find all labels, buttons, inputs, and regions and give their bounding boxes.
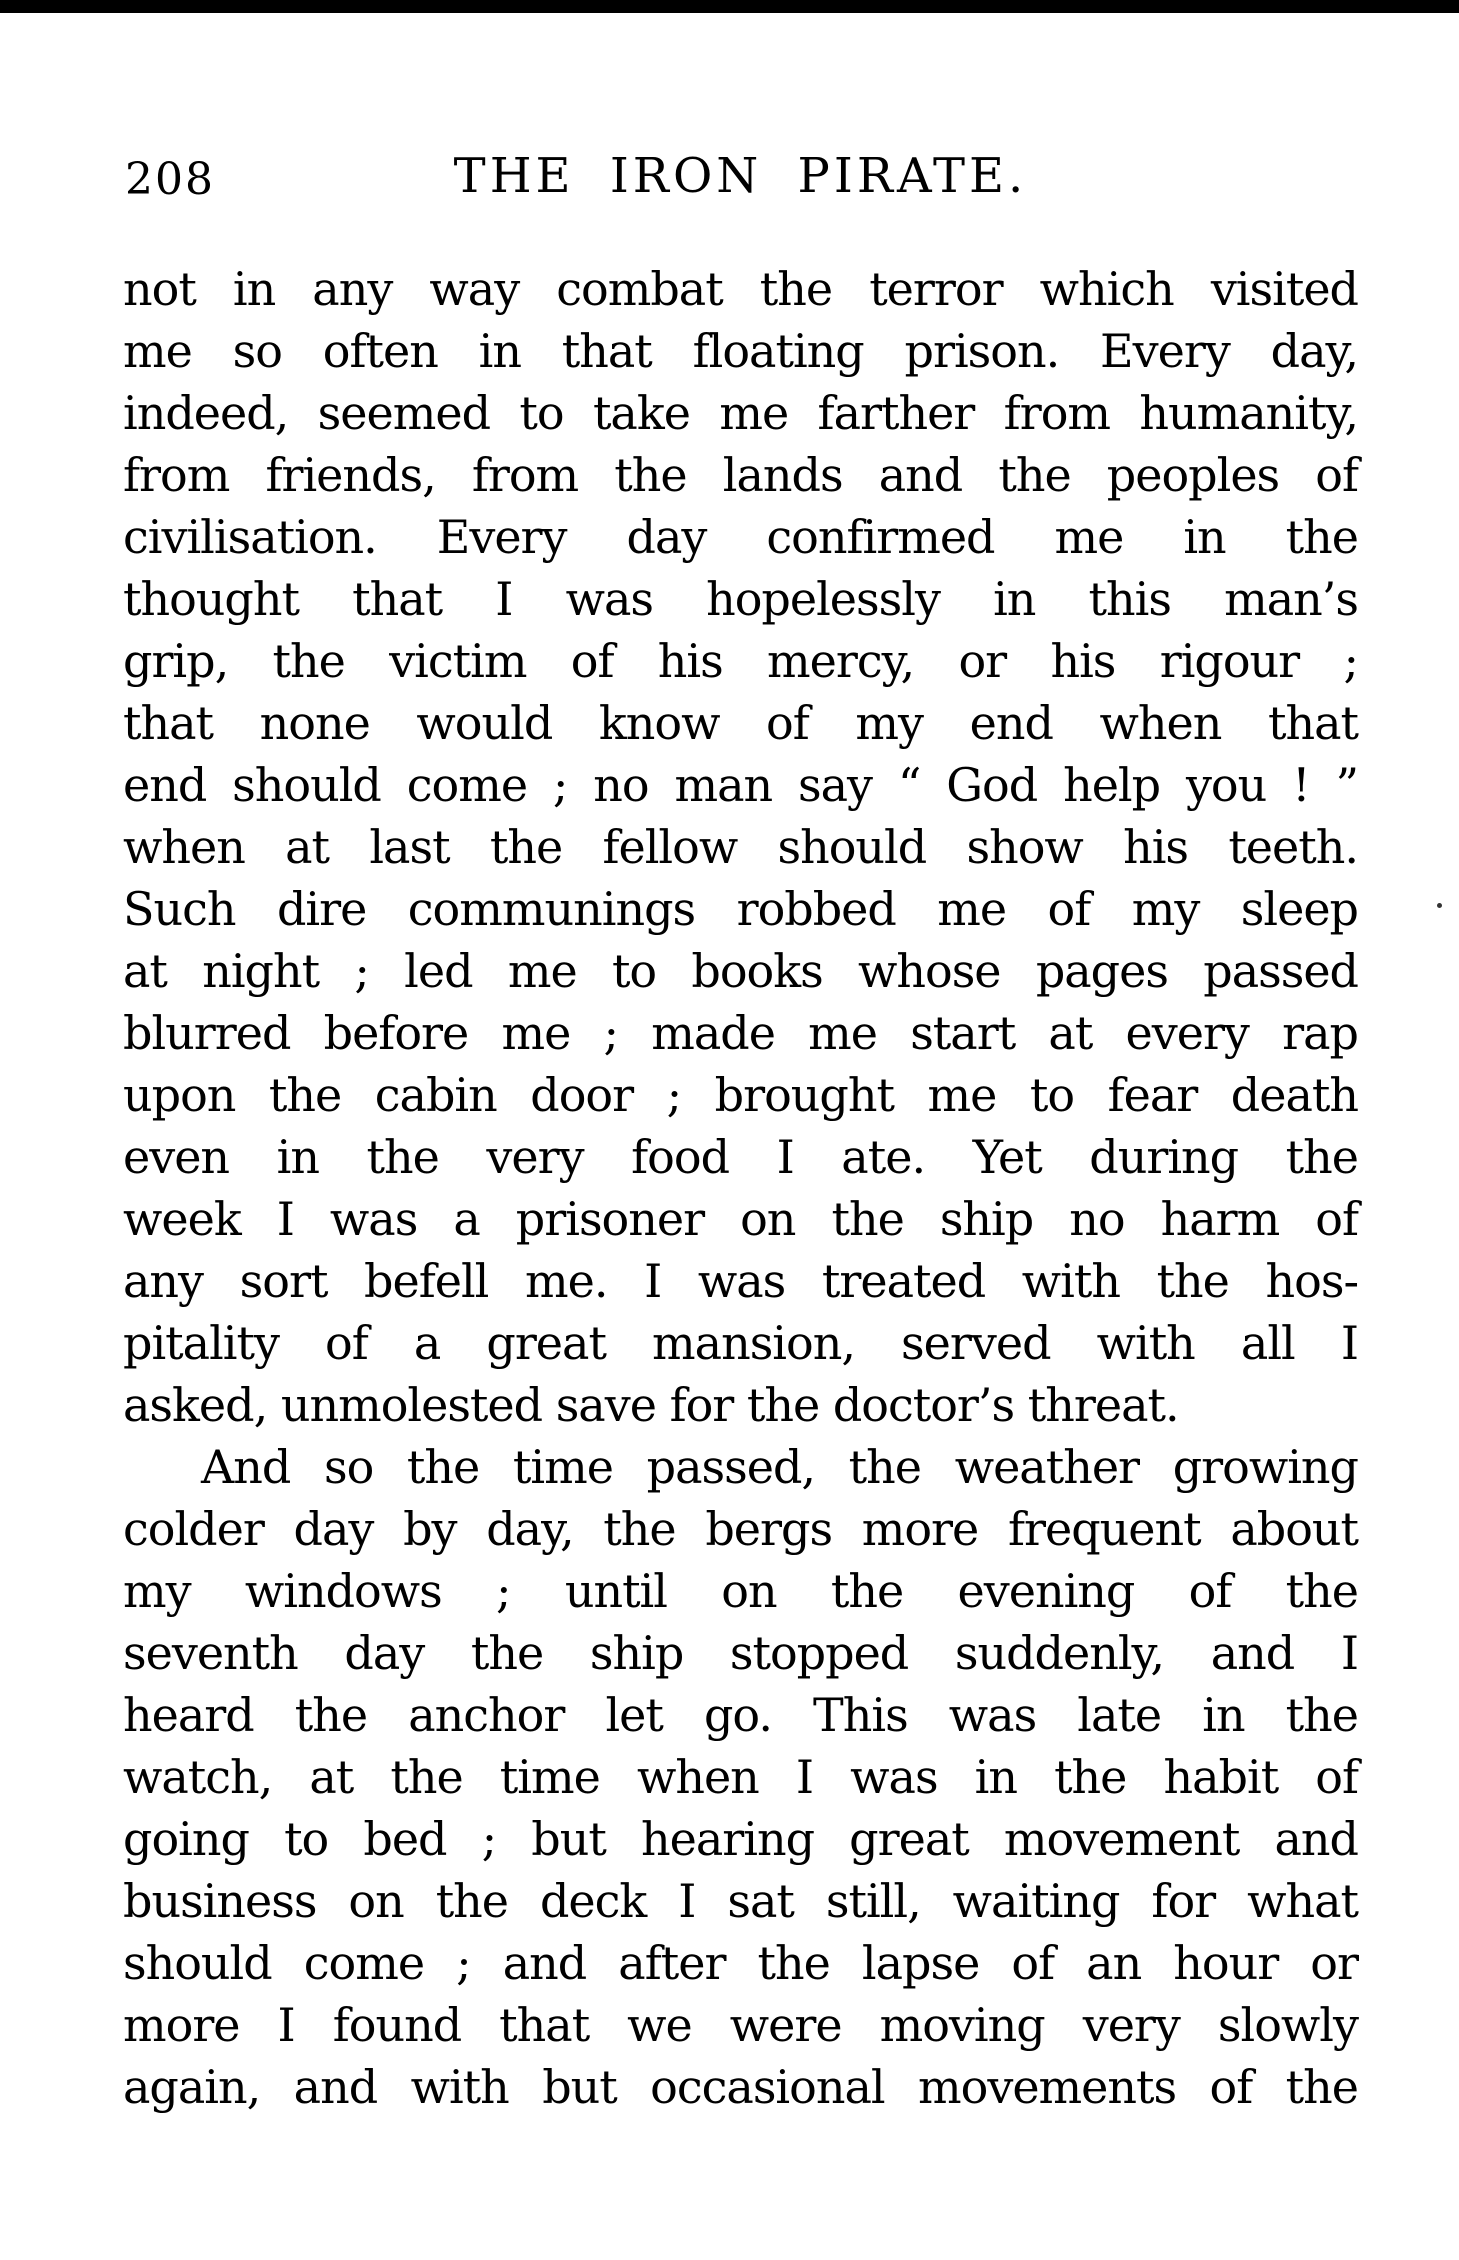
text-line: even in the very food I ate. Yet during the xyxy=(123,1130,1358,1184)
text-line: seventh day the ship stopped suddenly, and I xyxy=(123,1626,1358,1680)
text-line: business on the deck I sat still, waiting for what xyxy=(123,1874,1358,1928)
page-body xyxy=(123,258,1358,2118)
text-line: thought that I was hopelessly in this man’s xyxy=(123,572,1358,626)
text-line: week I was a prisoner on the ship no harm of xyxy=(123,1192,1358,1246)
scan-speck-artifact xyxy=(1437,903,1442,908)
text-line: me so often in that floating prison. Every day, xyxy=(123,324,1358,378)
text-line: asked, unmolested save for the doctor’s threat. xyxy=(123,1378,1179,1432)
text-line: going to bed ; but hearing great movement and xyxy=(123,1812,1358,1866)
text-line: Such dire communings robbed me of my sleep xyxy=(123,882,1358,936)
text-line: should come ; and after the lapse of an hour or xyxy=(123,1936,1358,1990)
page-number: 208 xyxy=(125,154,215,205)
text-line: civilisation. Every day confirmed me in the xyxy=(123,510,1358,564)
text-line: grip, the victim of his mercy, or his rigour ; xyxy=(123,634,1358,688)
text-line: heard the anchor let go. This was late in the xyxy=(123,1688,1358,1742)
text-line: end should come ; no man say “ God help you ! ” xyxy=(123,758,1358,812)
text-line: again, and with but occasional movements of the xyxy=(123,2060,1358,2114)
text-line: colder day by day, the bergs more frequent about xyxy=(123,1502,1358,1556)
text-line: And so the time passed, the weather growing xyxy=(201,1440,1358,1494)
text-line: watch, at the time when I was in the habit of xyxy=(123,1750,1358,1804)
text-line: upon the cabin door ; brought me to fear death xyxy=(123,1068,1358,1122)
text-line: that none would know of my end when that xyxy=(123,696,1358,750)
page-header xyxy=(123,148,1358,210)
text-line: at night ; led me to books whose pages passed xyxy=(123,944,1358,998)
text-line: indeed, seemed to take me farther from humanity, xyxy=(123,386,1358,440)
text-line: more I found that we were moving very slowly xyxy=(123,1998,1358,2052)
text-line: my windows ; until on the evening of the xyxy=(123,1564,1358,1618)
text-line: blurred before me ; made me start at every rap xyxy=(123,1006,1358,1060)
body-lines xyxy=(123,258,1358,2118)
text-line: not in any way combat the terror which visited xyxy=(123,262,1358,316)
text-line: from friends, from the lands and the peoples of xyxy=(123,448,1358,502)
text-line: when at last the fellow should show his teeth. xyxy=(123,820,1358,874)
scan-edge-artifact xyxy=(0,0,1459,13)
text-line: pitality of a great mansion, served with all I xyxy=(123,1316,1358,1370)
text-line: any sort befell me. I was treated with the hos- xyxy=(123,1254,1358,1308)
running-title: THE IRON PIRATE. xyxy=(453,148,1028,204)
